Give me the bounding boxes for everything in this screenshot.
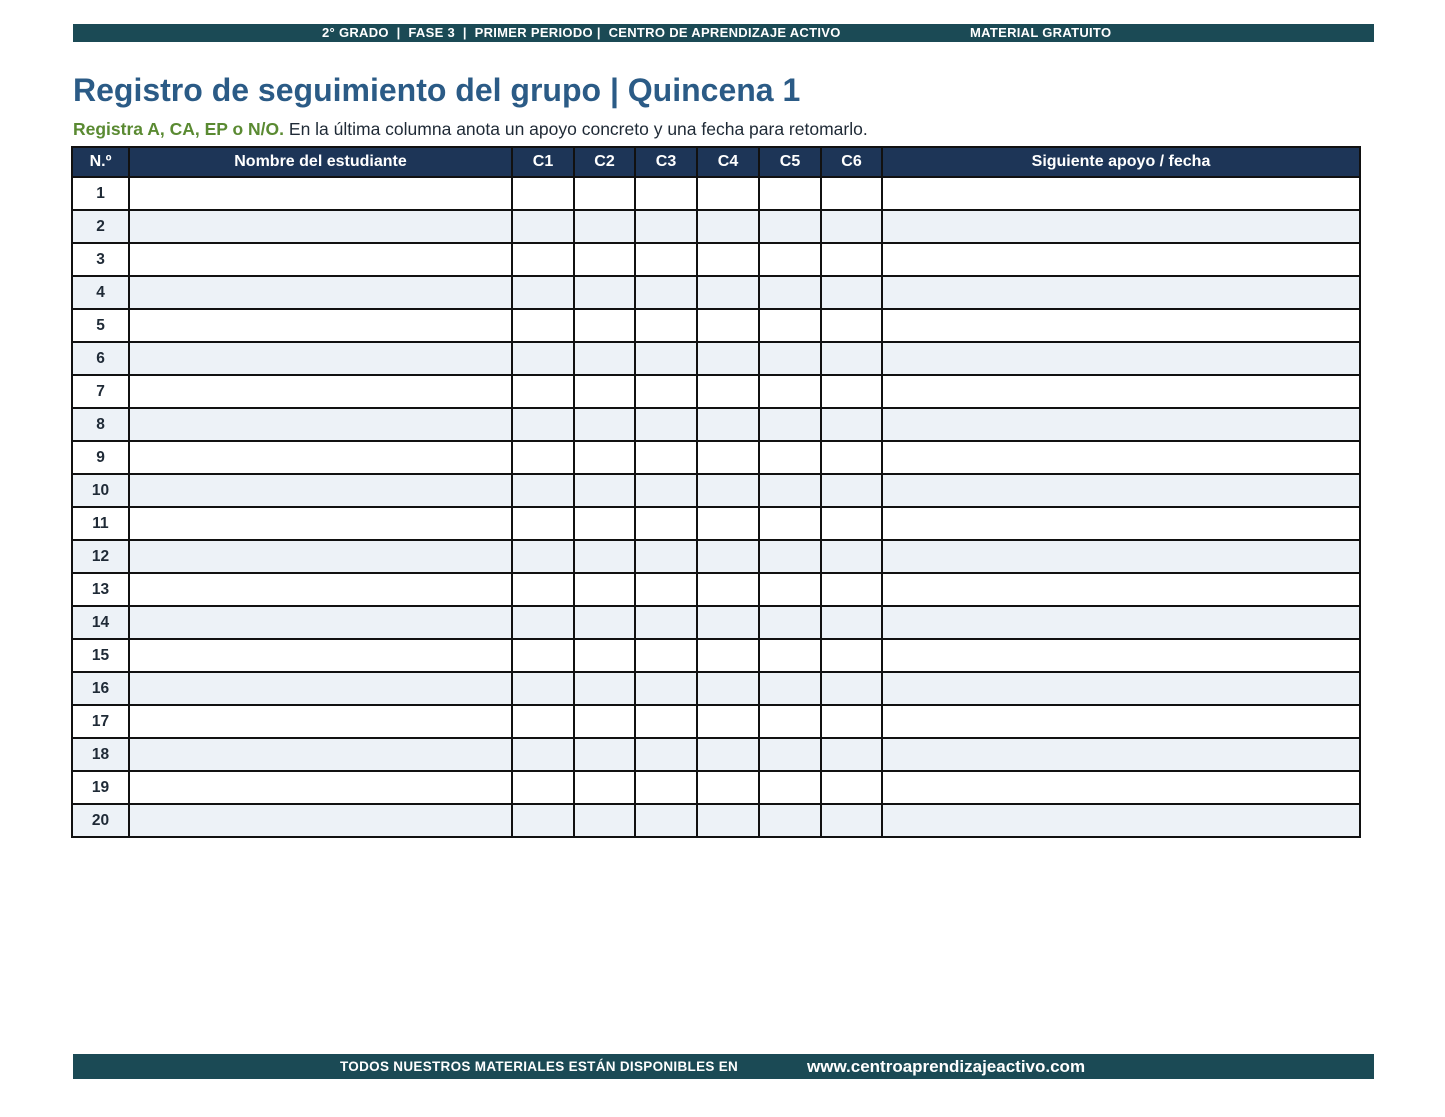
c1-cell[interactable] [512,606,574,639]
c6-cell[interactable] [821,474,882,507]
c4-cell[interactable] [697,639,759,672]
c5-cell[interactable] [759,705,821,738]
table-row [72,408,1360,441]
table-row [72,672,1360,705]
next-support-cell[interactable] [882,177,1360,210]
row-number: 3 [72,243,129,276]
c3-cell[interactable] [635,441,697,474]
c5-cell[interactable] [759,375,821,408]
row-number: 11 [72,507,129,540]
c6-cell[interactable] [821,738,882,771]
c2-cell[interactable] [574,474,635,507]
c2-cell[interactable] [574,243,635,276]
c6-cell[interactable] [821,804,882,837]
c1-cell[interactable] [512,210,574,243]
c2-cell[interactable] [574,705,635,738]
c5-cell[interactable] [759,342,821,375]
c6-cell[interactable] [821,540,882,573]
student-name-cell[interactable] [129,507,512,540]
c5-cell[interactable] [759,606,821,639]
c4-cell[interactable] [697,441,759,474]
table-row [72,639,1360,672]
c4-cell[interactable] [697,672,759,705]
c5-cell[interactable] [759,210,821,243]
student-name-cell[interactable] [129,771,512,804]
table-row [72,606,1360,639]
c4-cell[interactable] [697,276,759,309]
row-number: 7 [72,375,129,408]
c3-cell[interactable] [635,705,697,738]
c1-cell[interactable] [512,441,574,474]
next-support-cell[interactable] [882,540,1360,573]
c2-cell[interactable] [574,408,635,441]
student-name-cell[interactable] [129,738,512,771]
c1-cell[interactable] [512,738,574,771]
next-support-cell[interactable] [882,243,1360,276]
next-support-cell[interactable] [882,771,1360,804]
c1-cell[interactable] [512,540,574,573]
table-row [72,771,1360,804]
c6-cell[interactable] [821,309,882,342]
c1-cell[interactable] [512,672,574,705]
c5-cell[interactable] [759,771,821,804]
student-name-cell[interactable] [129,342,512,375]
next-support-cell[interactable] [882,606,1360,639]
table-row [72,210,1360,243]
c6-cell[interactable] [821,507,882,540]
header-bar [73,24,1374,42]
c6-cell[interactable] [821,243,882,276]
table-row [72,738,1360,771]
row-number: 18 [72,738,129,771]
next-support-cell[interactable] [882,738,1360,771]
c4-cell[interactable] [697,738,759,771]
c4-cell[interactable] [697,804,759,837]
c4-cell[interactable] [697,177,759,210]
c6-cell[interactable] [821,705,882,738]
column-header-student-name: Nombre del estudiante [129,147,512,177]
c1-cell[interactable] [512,804,574,837]
c3-cell[interactable] [635,474,697,507]
c3-cell[interactable] [635,276,697,309]
row-number: 10 [72,474,129,507]
table-row [72,804,1360,837]
c3-cell[interactable] [635,507,697,540]
table-row [72,573,1360,606]
instructions-lead: Registra A, CA, EP o N/O. [73,119,285,139]
c1-cell[interactable] [512,408,574,441]
c3-cell[interactable] [635,639,697,672]
c6-cell[interactable] [821,408,882,441]
table-header-row [72,147,1360,177]
table-row [72,342,1360,375]
row-number: 8 [72,408,129,441]
c4-cell[interactable] [697,243,759,276]
c3-cell[interactable] [635,375,697,408]
row-number: 6 [72,342,129,375]
c2-cell[interactable] [574,507,635,540]
c4-cell[interactable] [697,408,759,441]
c3-cell[interactable] [635,738,697,771]
instructions-text: En la última columna anota un apoyo concreto y una fecha para retomarlo. [284,119,868,139]
c6-cell[interactable] [821,606,882,639]
row-number: 9 [72,441,129,474]
next-support-cell[interactable] [882,276,1360,309]
row-number: 15 [72,639,129,672]
c2-cell[interactable] [574,672,635,705]
c5-cell[interactable] [759,474,821,507]
c5-cell[interactable] [759,177,821,210]
student-name-cell[interactable] [129,309,512,342]
row-number: 19 [72,771,129,804]
next-support-cell[interactable] [882,441,1360,474]
c4-cell[interactable] [697,375,759,408]
c1-cell[interactable] [512,375,574,408]
c5-cell[interactable] [759,804,821,837]
table-row [72,474,1360,507]
student-name-cell[interactable] [129,177,512,210]
column-header-c3: C3 [635,147,697,177]
page-title: Registro de seguimiento del grupo | Quincena 1 [73,72,801,108]
c1-cell[interactable] [512,309,574,342]
footer-label: TODOS NUESTROS MATERIALES ESTÁN DISPONIBLES EN [340,1059,739,1074]
next-support-cell[interactable] [882,309,1360,342]
c2-cell[interactable] [574,342,635,375]
c2-cell[interactable] [574,606,635,639]
header-info: 2° GRADO | FASE 3 | PRIMER PERIODO | CENTRO DE APRENDIZAJE ACTIVO [322,25,841,40]
table-row [72,276,1360,309]
next-support-cell[interactable] [882,672,1360,705]
student-name-cell[interactable] [129,441,512,474]
c5-cell[interactable] [759,276,821,309]
c2-cell[interactable] [574,441,635,474]
c4-cell[interactable] [697,342,759,375]
c6-cell[interactable] [821,573,882,606]
c4-cell[interactable] [697,210,759,243]
c6-cell[interactable] [821,177,882,210]
next-support-cell[interactable] [882,375,1360,408]
c3-cell[interactable] [635,804,697,837]
column-header-number: N.º [72,147,129,177]
footer-url[interactable]: www.centroaprendizajeactivo.com [807,1057,1086,1076]
table-row [72,309,1360,342]
next-support-cell[interactable] [882,639,1360,672]
student-name-cell[interactable] [129,210,512,243]
c5-cell[interactable] [759,672,821,705]
c4-cell[interactable] [697,573,759,606]
c6-cell[interactable] [821,441,882,474]
c1-cell[interactable] [512,177,574,210]
c5-cell[interactable] [759,309,821,342]
c6-cell[interactable] [821,375,882,408]
table-row [72,243,1360,276]
column-header-c1: C1 [512,147,574,177]
row-number: 16 [72,672,129,705]
student-name-cell[interactable] [129,606,512,639]
c3-cell[interactable] [635,540,697,573]
column-header-c2: C2 [574,147,635,177]
row-number: 4 [72,276,129,309]
table-body [72,177,1360,837]
table-row [72,177,1360,210]
c3-cell[interactable] [635,342,697,375]
c1-cell[interactable] [512,639,574,672]
c6-cell[interactable] [821,672,882,705]
c4-cell[interactable] [697,606,759,639]
c3-cell[interactable] [635,177,697,210]
column-header-next-support: Siguiente apoyo / fecha [882,147,1360,177]
student-name-cell[interactable] [129,408,512,441]
c2-cell[interactable] [574,309,635,342]
c5-cell[interactable] [759,639,821,672]
c2-cell[interactable] [574,210,635,243]
student-name-cell[interactable] [129,540,512,573]
c2-cell[interactable] [574,771,635,804]
c5-cell[interactable] [759,507,821,540]
c4-cell[interactable] [697,309,759,342]
row-number: 13 [72,573,129,606]
row-number: 12 [72,540,129,573]
c4-cell[interactable] [697,474,759,507]
row-number: 2 [72,210,129,243]
next-support-cell[interactable] [882,342,1360,375]
c5-cell[interactable] [759,441,821,474]
c5-cell[interactable] [759,408,821,441]
c5-cell[interactable] [759,573,821,606]
column-header-c4: C4 [697,147,759,177]
student-name-cell[interactable] [129,639,512,672]
c3-cell[interactable] [635,606,697,639]
c2-cell[interactable] [574,804,635,837]
c1-cell[interactable] [512,507,574,540]
student-name-cell[interactable] [129,705,512,738]
c1-cell[interactable] [512,705,574,738]
student-name-cell[interactable] [129,804,512,837]
next-support-cell[interactable] [882,210,1360,243]
c3-cell[interactable] [635,408,697,441]
c4-cell[interactable] [697,705,759,738]
next-support-cell[interactable] [882,573,1360,606]
row-number: 20 [72,804,129,837]
c5-cell[interactable] [759,540,821,573]
c3-cell[interactable] [635,309,697,342]
c6-cell[interactable] [821,276,882,309]
header-badge: MATERIAL GRATUITO [970,25,1112,40]
c1-cell[interactable] [512,573,574,606]
table-row [72,540,1360,573]
c3-cell[interactable] [635,243,697,276]
student-name-cell[interactable] [129,276,512,309]
student-name-cell[interactable] [129,375,512,408]
next-support-cell[interactable] [882,408,1360,441]
c2-cell[interactable] [574,177,635,210]
row-number: 17 [72,705,129,738]
student-name-cell[interactable] [129,573,512,606]
c3-cell[interactable] [635,672,697,705]
c6-cell[interactable] [821,771,882,804]
c2-cell[interactable] [574,573,635,606]
table-row [72,705,1360,738]
c1-cell[interactable] [512,771,574,804]
c4-cell[interactable] [697,771,759,804]
c2-cell[interactable] [574,375,635,408]
student-name-cell[interactable] [129,243,512,276]
row-number: 5 [72,309,129,342]
c5-cell[interactable] [759,243,821,276]
student-name-cell[interactable] [129,672,512,705]
column-header-c5: C5 [759,147,821,177]
instructions [73,119,868,140]
c4-cell[interactable] [697,507,759,540]
tracking-table [71,146,1361,838]
c2-cell[interactable] [574,639,635,672]
c2-cell[interactable] [574,276,635,309]
c3-cell[interactable] [635,573,697,606]
c2-cell[interactable] [574,540,635,573]
c1-cell[interactable] [512,342,574,375]
row-number: 1 [72,177,129,210]
c1-cell[interactable] [512,276,574,309]
row-number: 14 [72,606,129,639]
c2-cell[interactable] [574,738,635,771]
c6-cell[interactable] [821,210,882,243]
c5-cell[interactable] [759,738,821,771]
c6-cell[interactable] [821,342,882,375]
table-row [72,375,1360,408]
next-support-cell[interactable] [882,705,1360,738]
next-support-cell[interactable] [882,474,1360,507]
footer-bar [73,1054,1374,1079]
c1-cell[interactable] [512,474,574,507]
c3-cell[interactable] [635,771,697,804]
column-header-c6: C6 [821,147,882,177]
c1-cell[interactable] [512,243,574,276]
next-support-cell[interactable] [882,804,1360,837]
table-row [72,507,1360,540]
c6-cell[interactable] [821,639,882,672]
c3-cell[interactable] [635,210,697,243]
c4-cell[interactable] [697,540,759,573]
table-row [72,441,1360,474]
next-support-cell[interactable] [882,507,1360,540]
student-name-cell[interactable] [129,474,512,507]
